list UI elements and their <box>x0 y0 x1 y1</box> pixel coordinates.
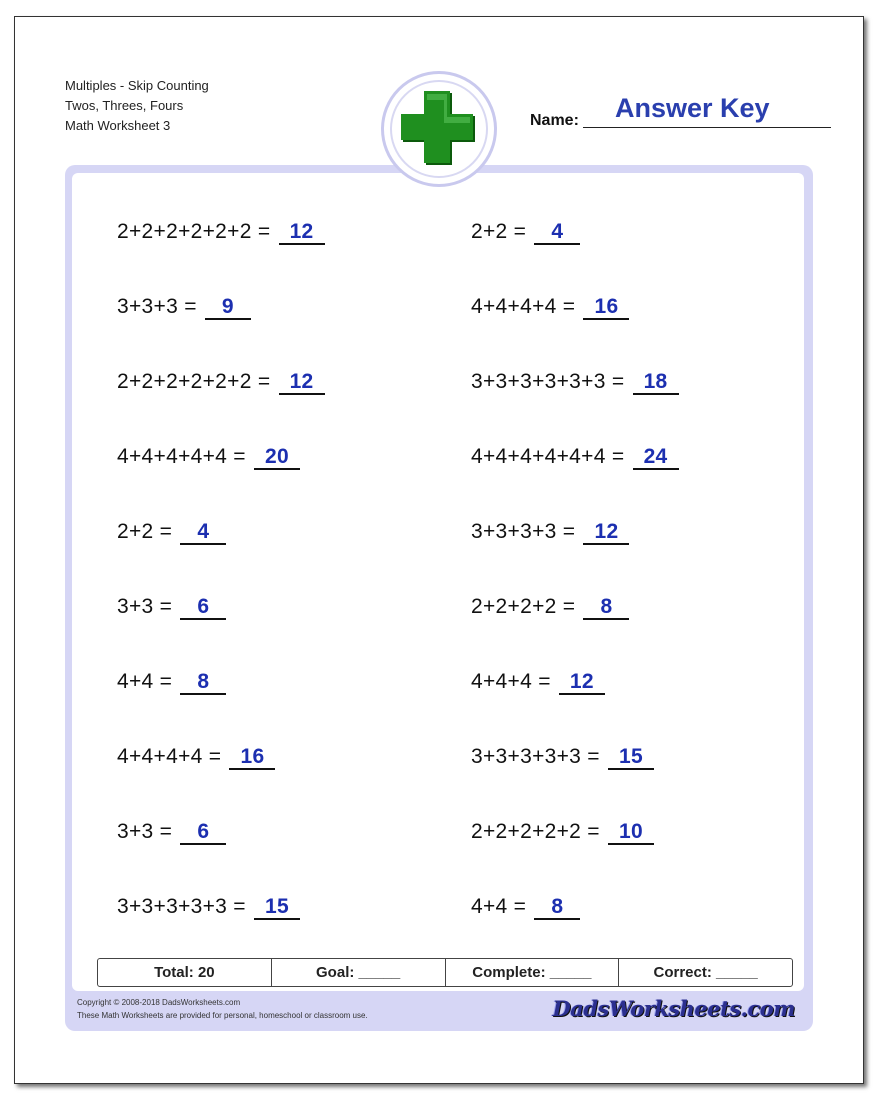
answer-blank: 20 <box>254 446 300 470</box>
score-goal: Goal: _____ <box>271 959 445 986</box>
worksheet-title-line-2: Twos, Threes, Fours <box>65 98 184 113</box>
answer-blank: 8 <box>180 671 226 695</box>
answer-blank: 16 <box>583 296 629 320</box>
problem-left-2: 3+3+3 = 9 <box>117 295 251 320</box>
answer-blank: 15 <box>608 746 654 770</box>
answer-blank: 15 <box>254 896 300 920</box>
usage-notice: These Math Worksheets are provided for personal, homeschool or classroom use. <box>77 1011 368 1020</box>
answer-blank: 4 <box>180 521 226 545</box>
answer-blank: 6 <box>180 821 226 845</box>
problem-area <box>72 173 804 991</box>
answer-blank: 18 <box>633 371 679 395</box>
problem-left-1: 2+2+2+2+2+2 = 12 <box>117 220 325 245</box>
answer-blank: 16 <box>229 746 275 770</box>
problem-panel <box>65 165 813 1031</box>
problem-right-10: 4+4 = 8 <box>471 895 580 920</box>
problem-left-4: 4+4+4+4+4 = 20 <box>117 445 300 470</box>
worksheet-page <box>14 16 864 1084</box>
name-label: Name: <box>530 112 579 129</box>
name-line <box>583 127 831 128</box>
answer-blank: 12 <box>279 221 325 245</box>
answer-blank: 6 <box>180 596 226 620</box>
problem-right-2: 4+4+4+4 = 16 <box>471 295 629 320</box>
worksheet-title-line-3: Math Worksheet 3 <box>65 118 171 133</box>
problem-left-7: 4+4 = 8 <box>117 670 226 695</box>
problem-left-8: 4+4+4+4 = 16 <box>117 745 275 770</box>
green-plus-icon <box>397 87 481 171</box>
problem-right-5: 3+3+3+3 = 12 <box>471 520 629 545</box>
score-table <box>97 958 793 987</box>
problem-right-6: 2+2+2+2 = 8 <box>471 595 629 620</box>
answer-blank: 10 <box>608 821 654 845</box>
worksheet-title-line-1: Multiples - Skip Counting <box>65 78 209 93</box>
answer-blank: 12 <box>279 371 325 395</box>
score-complete: Complete: _____ <box>445 959 619 986</box>
problem-left-6: 3+3 = 6 <box>117 595 226 620</box>
score-total: Total: 20 <box>154 964 215 981</box>
answer-blank: 24 <box>633 446 679 470</box>
brand-logo: DadsWorksheets.com <box>552 996 795 1021</box>
answer-blank: 8 <box>583 596 629 620</box>
answer-blank: 9 <box>205 296 251 320</box>
copyright-text: Copyright © 2008-2018 DadsWorksheets.com <box>77 998 241 1007</box>
answer-blank: 4 <box>534 221 580 245</box>
answer-blank: 12 <box>583 521 629 545</box>
problem-right-1: 2+2 = 4 <box>471 220 580 245</box>
problem-left-5: 2+2 = 4 <box>117 520 226 545</box>
problem-left-3: 2+2+2+2+2+2 = 12 <box>117 370 325 395</box>
answer-key-label: Answer Key <box>615 93 770 123</box>
problem-right-9: 2+2+2+2+2 = 10 <box>471 820 654 845</box>
problem-right-8: 3+3+3+3+3 = 15 <box>471 745 654 770</box>
problem-right-7: 4+4+4 = 12 <box>471 670 605 695</box>
problem-left-9: 3+3 = 6 <box>117 820 226 845</box>
answer-blank: 12 <box>559 671 605 695</box>
problem-right-3: 3+3+3+3+3+3 = 18 <box>471 370 679 395</box>
answer-blank: 8 <box>534 896 580 920</box>
plus-logo <box>381 71 497 187</box>
problem-right-4: 4+4+4+4+4+4 = 24 <box>471 445 679 470</box>
problem-left-10: 3+3+3+3+3 = 15 <box>117 895 300 920</box>
score-correct: Correct: _____ <box>618 959 792 986</box>
